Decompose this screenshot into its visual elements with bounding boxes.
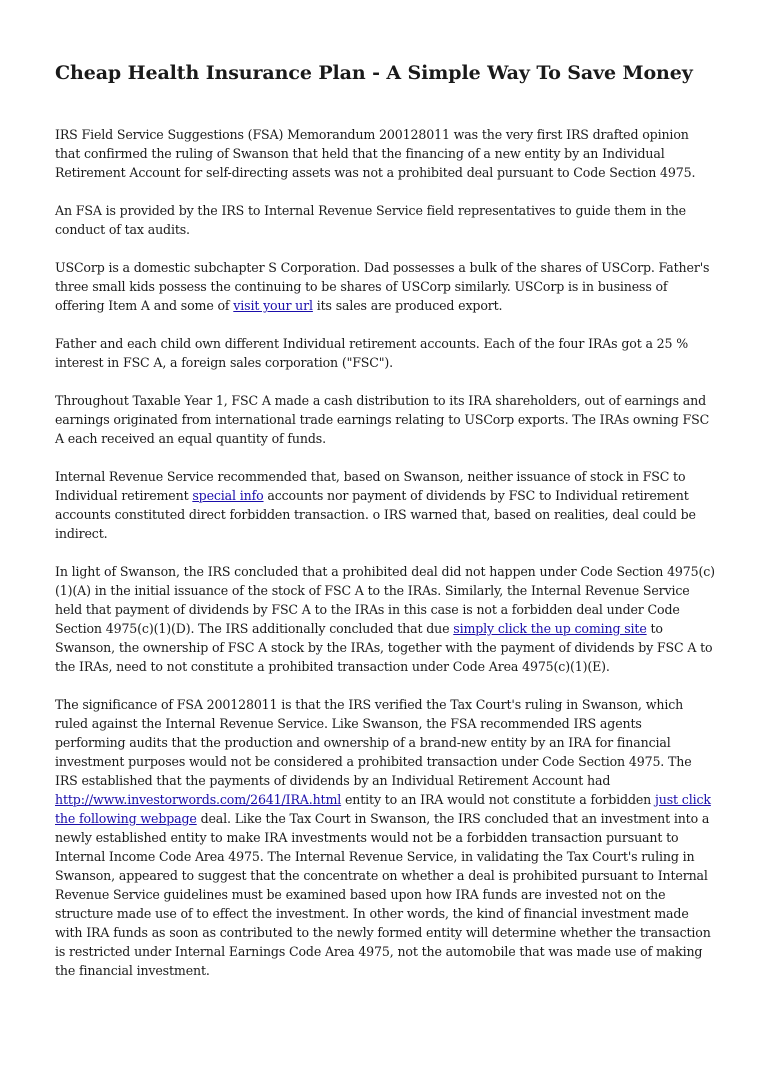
- paragraph-6-text-a: Internal Revenue Service recommended that, based on Swanson, neither issuance of stock in FSC to Individual retirement: [55, 469, 686, 503]
- simply-click-link[interactable]: simply click the up coming site: [453, 621, 647, 636]
- document-page: [55, 58, 715, 999]
- paragraph-1: IRS Field Service Suggestions (FSA) Memorandum 200128011 was the very first IRS drafted opinion that confirmed the ruling of Swanson that held that the financing of a new entity by an Individual Retirement Account for self-directing assets was not a prohibited deal pursuant to Code Section 4975.: [55, 127, 696, 180]
- paragraph-8-text-b: entity to an IRA would not constitute a forbidden: [341, 792, 655, 807]
- investorwords-link[interactable]: http://www.investorwords.com/2641/IRA.html: [55, 792, 342, 807]
- paragraph-8-text-a: The significance of FSA 200128011 is that the IRS verified the Tax Court's ruling in Swanson, which ruled against the Internal Revenue Service. Like Swanson, the FSA recommended IRS agents performing audits that the production and ownership of a brand-new entity by an IRA for financial investment purposes would not be considered a prohibited transaction under Code Section 4975. The IRS established that the payments of dividends by an Individual Retirement Account had: [55, 697, 692, 788]
- paragraph-6-text-b: accounts nor payment of dividends by FSC to Individual retirement accounts constituted direct forbidden transaction. o IRS warned that, based on realities, deal could be indirect.: [55, 488, 696, 541]
- paragraph-7-text-b: to Swanson, the ownership of FSC A stock by the IRAs, together with the payment of dividends by FSC A to the IRAs, need to not constitute a prohibited transaction under Code Area 4975(c)(1)(E).: [55, 621, 713, 674]
- visit-your-url-link[interactable]: visit your url: [233, 298, 313, 313]
- page-title: Cheap Health Insurance Plan - A Simple Way To Save Money: [55, 62, 693, 84]
- paragraph-3-text-a: USCorp is a domestic subchapter S Corporation. Dad possesses a bulk of the shares of USCorp. Father's three small kids possess the continuing to be shares of USCorp similarly. USCorp is in business of offering Item A and some of: [55, 260, 710, 313]
- paragraph-6: [55, 467, 715, 543]
- paragraph-2: An FSA is provided by the IRS to Internal Revenue Service field representatives to guide them in the conduct of tax audits.: [55, 203, 686, 237]
- paragraph-3-text-b: its sales are produced export.: [312, 298, 503, 313]
- paragraph-7-text-a: In light of Swanson, the IRS concluded that a prohibited deal did not happen under Code Section 4975(c)(1)(A) in the initial issuance of the stock of FSC A to the IRAs. Similarly, the Internal Revenue Service held that payment of dividends by FSC A to the IRAs in this case is not a forbidden deal under Code Section 4975(c)(1)(D). The IRS additionally concluded that due: [55, 564, 715, 636]
- special-info-link[interactable]: special info: [192, 488, 264, 503]
- paragraph-8: [55, 695, 715, 980]
- just-click-link[interactable]: just click the following webpage: [55, 792, 711, 826]
- paragraph-8-text-c: deal. Like the Tax Court in Swanson, the IRS concluded that an investment into a newly established entity to make IRA investments would not be a forbidden transaction pursuant to Internal Income Code Area 4975. The Internal Revenue Service, in validating the Tax Court's ruling in Swanson, appeared to suggest that the concentrate on whether a deal is prohibited pursuant to Internal Revenue Service guidelines must be examined based upon how IRA funds are invested not on the structure made use of to effect the investment. In other words, the kind of financial investment made with IRA funds as soon as contributed to the newly formed entity will determine whether the transaction is restricted under Internal Earnings Code Area 4975, not the automobile that was made use of making the financial investment.: [55, 811, 711, 978]
- paragraph-7: [55, 562, 715, 676]
- paragraph-5: Throughout Taxable Year 1, FSC A made a cash distribution to its IRA shareholders, out of earnings and earnings originated from international trade earnings relating to USCorp exports. The IRAs owning FSC A each received an equal quantity of funds.: [55, 393, 710, 446]
- paragraph-4: Father and each child own different Individual retirement accounts. Each of the four IRAs got a 25 % interest in FSC A, a foreign sales corporation ("FSC").: [55, 336, 689, 370]
- paragraph-3: [55, 258, 715, 315]
